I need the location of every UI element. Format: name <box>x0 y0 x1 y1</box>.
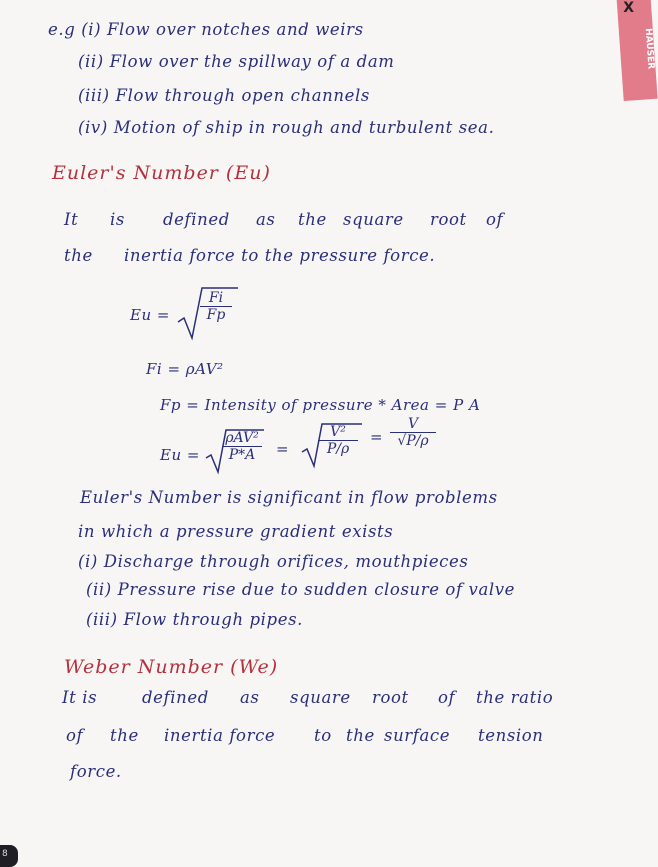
euler-def-word: as <box>256 210 276 229</box>
weber-def-word: root <box>372 688 409 707</box>
euler-def-word: of <box>486 210 504 229</box>
euler-significance-line: in which a pressure gradient exists <box>78 522 394 541</box>
weber-def-word: as <box>240 688 260 707</box>
eq-fp: Fp = Intensity of pressure * Area = P A <box>160 396 481 414</box>
equals-sign: = <box>276 440 290 458</box>
corner-page-number: 8 <box>2 849 8 859</box>
euler-def-word: the <box>298 210 327 229</box>
weber-def-word: defined <box>142 688 209 707</box>
eq2-f1-numerator: ρAV² <box>225 430 259 446</box>
eq2-lhs: Eu = <box>160 446 200 464</box>
eq-fi: Fi = ρAV² <box>146 360 224 378</box>
weber-def-word: square <box>290 688 351 707</box>
euler-heading: Euler's Number (Eu) <box>52 162 271 184</box>
eq2-f3-numerator: V <box>407 416 419 432</box>
weber-heading: Weber Number (We) <box>64 656 279 678</box>
weber-def-word: of <box>438 688 456 707</box>
euler-use-item: (ii) Pressure rise due to sudden closure of valve <box>86 580 516 599</box>
euler-def-word: It <box>64 210 79 229</box>
euler-significance-line: Euler's Number is significant in flow problems <box>80 488 498 507</box>
weber-def-word: surface <box>384 726 451 745</box>
sticky-note-text: HAUSER <box>642 28 656 71</box>
euler-def-word: is <box>110 210 125 229</box>
weber-def-word: It is <box>62 688 98 707</box>
weber-def-word: inertia force <box>164 726 276 745</box>
eq2-f2-numerator: V² <box>330 424 346 440</box>
weber-def-end: force. <box>70 762 122 781</box>
eq2-f1-denominator: P*A <box>228 447 256 463</box>
euler-def-word: square <box>343 210 404 229</box>
weber-def-word: of <box>66 726 84 745</box>
eq2-fraction-1 <box>222 430 262 463</box>
equals-sign: = <box>370 428 384 446</box>
eq2-f2-denominator: P/ρ <box>326 441 350 457</box>
euler-def-word: defined <box>163 210 230 229</box>
eq1-fraction <box>200 290 232 323</box>
example-item: (ii) Flow over the spillway of a dam <box>78 52 395 71</box>
eq2-f3-denominator: √P/ρ <box>397 433 429 449</box>
eq1-numerator: Fi <box>208 290 224 306</box>
corner-page-mark <box>0 845 18 867</box>
example-item: (iv) Motion of ship in rough and turbulent sea. <box>78 118 495 137</box>
weber-def-word: the ratio <box>476 688 554 707</box>
eq1-denominator: Fp <box>206 307 226 323</box>
example-item: (iii) Flow through open channels <box>78 86 370 105</box>
eq2-fraction-3 <box>390 416 436 449</box>
euler-use-item: (i) Discharge through orifices, mouthpieces <box>78 552 469 571</box>
euler-use-item: (iii) Flow through pipes. <box>86 610 303 629</box>
eq1-lhs: Eu = <box>130 306 170 324</box>
weber-def-word: the <box>110 726 139 745</box>
eq2-fraction-2 <box>318 424 358 457</box>
euler-def-word: root <box>430 210 467 229</box>
weber-def-word: the <box>346 726 375 745</box>
euler-def-word: the <box>64 246 93 265</box>
sticky-note-mark: X <box>623 0 634 16</box>
weber-def-word: to <box>314 726 332 745</box>
examples-intro: e.g (i) Flow over notches and weirs <box>48 20 364 39</box>
euler-def-word: inertia force to the pressure force. <box>124 246 436 265</box>
weber-def-word: tension <box>478 726 544 745</box>
